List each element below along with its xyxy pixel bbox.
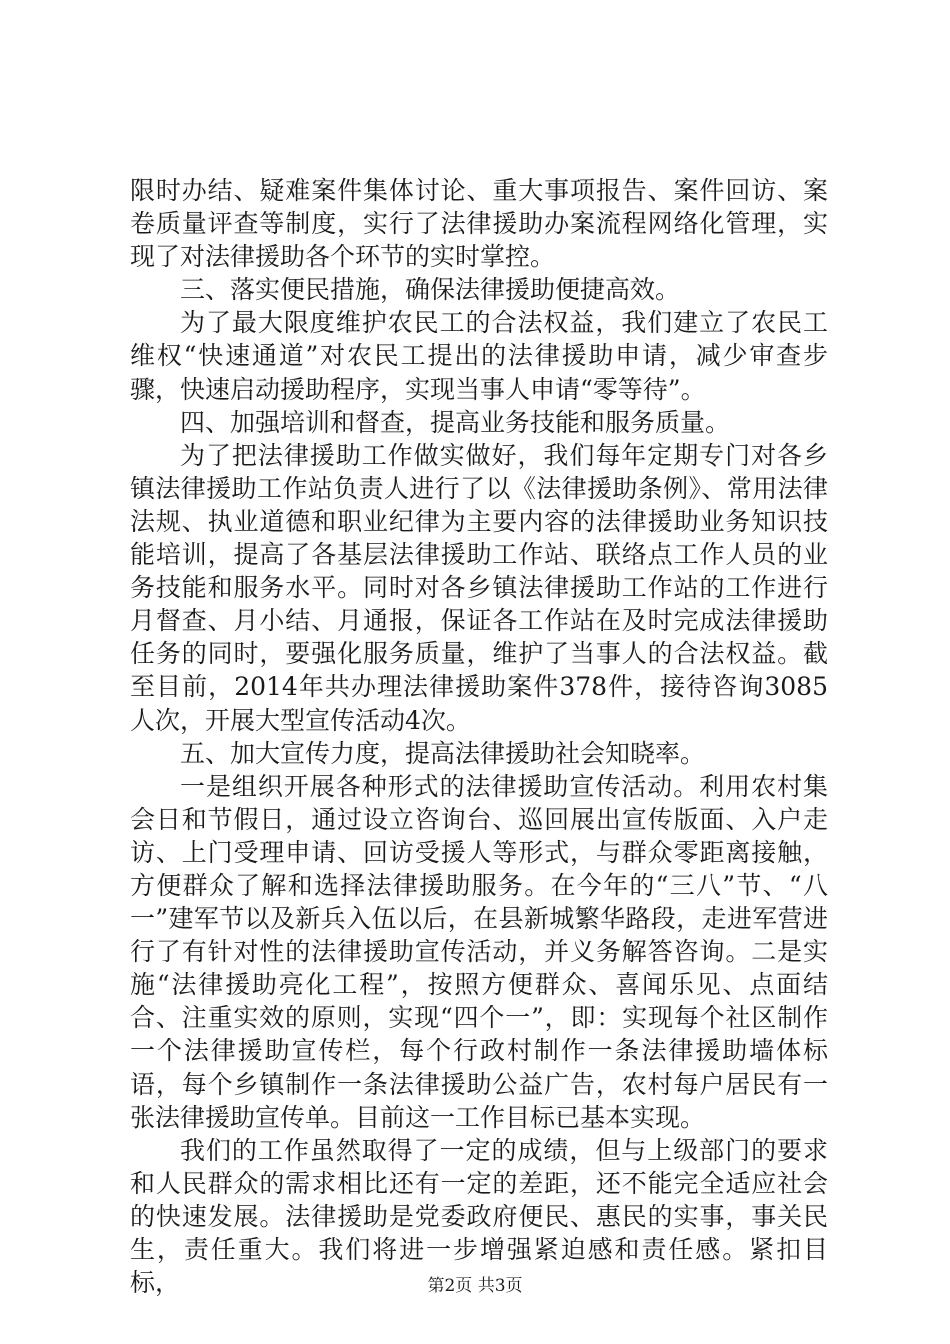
page-number: 第2页 共3页 <box>427 1276 523 1296</box>
section-heading: 三、落实便民措施，确保法律援助便捷高效。 <box>180 275 681 305</box>
paragraph: 限时办结、疑难案件集体讨论、重大事项报告、案件回访、案卷质量评查等制度，实行了法律援助办案流程网络化管理，实现了对法律援助各个环节的实时掌控。 <box>130 176 828 272</box>
document-body <box>130 174 828 1299</box>
paragraph: 为了把法律援助工作做实做好，我们每年定期专门对各乡镇法律援助工作站负责人进行了以《法律援助条例》、常用法律法规、执业道德和职业纪律为主要内容的法律援助业务知识技能培训，提高了各基层法律援助工作站、联络点工作人员的业务技能和服务水平。同时对各乡镇法律援助工作站的工作进行月督查、月小结、月通报，保证各工作站在及时完成法律援助任务的同时，要强化服务质量，维护了当事人的合法权益。截至目前，2014年共办理法律援助案件378件，接待咨询3085人次，开展大型宣传活动4次。 <box>130 440 828 735</box>
paragraph: 我们的工作虽然取得了一定的成绩，但与上级部门的要求和人民群众的需求相比还有一定的差距，还不能完全适应社会的快速发展。法律援助是党委政府便民、惠民的实事，事关民生，责任重大。我们将进一步增强紧迫感和责任感。紧扣目标， <box>130 1135 828 1298</box>
section-heading: 五、加大宣传力度，提高法律援助社会知晓率。 <box>180 738 706 768</box>
section-heading: 四、加强培训和督查，提高业务技能和服务质量。 <box>180 407 731 437</box>
paragraph: 为了最大限度维护农民工的合法权益，我们建立了农民工维权“快速通道”对农民工提出的法律援助申请，减少审查步骤，快速启动援助程序，实现当事人申请“零等待”。 <box>130 308 828 404</box>
page-footer <box>0 1276 950 1296</box>
paragraph: 一是组织开展各种形式的法律援助宣传活动。利用农村集会日和节假日，通过设立咨询台、巡回展出宣传版面、入户走访、上门受理申请、回访受援人等形式，与群众零距离接触，方便群众了解和选择法律援助服务。在今年的“三八”节、“八一”建军节以及新兵入伍以后，在县新城繁华路段，走进军营进行了有针对性的法律援助宣传活动，并义务解答咨询。二是实施“法律援助亮化工程”，按照方便群众、喜闻乐见、点面结合、注重实效的原则，实现“四个一”，即：实现每个社区制作一个法律援助宣传栏，每个行政村制作一条法律援助墙体标语，每个乡镇制作一条法律援助公益广告，农村每户居民有一张法律援助宣传单。目前这一工作目标已基本实现。 <box>130 771 828 1132</box>
